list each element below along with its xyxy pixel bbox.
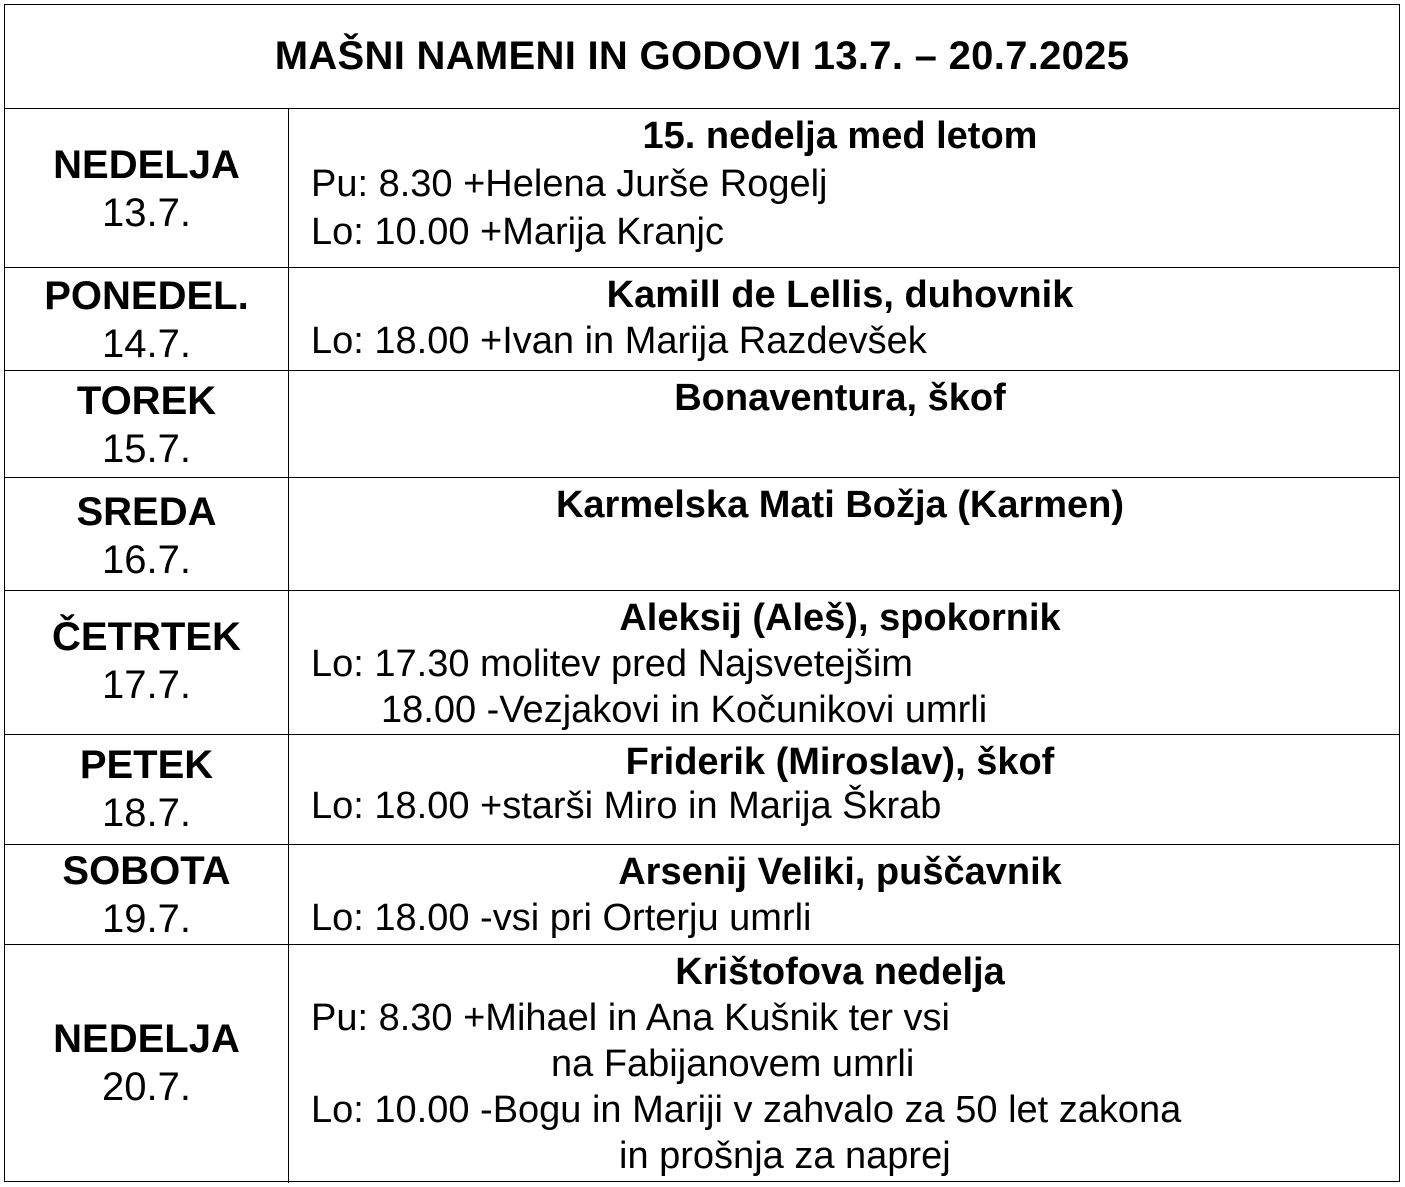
schedule-table — [4, 4, 1400, 1182]
mass-intention: Lo: 18.00 -vsi pri Orterju umrli — [311, 897, 812, 939]
feast-name: 15. nedelja med letom — [642, 115, 1038, 157]
content-cell — [289, 109, 1399, 267]
day-date: 16.7. — [102, 538, 191, 582]
day-cell — [5, 945, 289, 1183]
page-title: MAŠNI NAMENI IN GODOVI 13.7. – 20.7.2025 — [274, 34, 1130, 78]
day-cell — [5, 845, 289, 944]
feast-name: Karmelska Mati Božja (Karmen) — [555, 484, 1125, 526]
day-row-sunday-20 — [5, 945, 1399, 1183]
day-cell — [5, 268, 289, 370]
day-cell — [5, 371, 289, 477]
day-cell — [5, 109, 289, 267]
day-date: 20.7. — [102, 1065, 191, 1109]
day-row-monday — [5, 268, 1399, 371]
content-cell — [289, 735, 1399, 844]
mass-intention: Lo: 18.00 +starši Miro in Marija Škrab — [311, 785, 942, 827]
day-date: 13.7. — [102, 191, 191, 235]
day-date: 14.7. — [102, 322, 191, 366]
day-date: 19.7. — [102, 897, 191, 941]
feast-name: Kamill de Lellis, duhovnik — [606, 274, 1074, 316]
day-name: SREDA — [76, 490, 217, 534]
mass-intention: 18.00 -Vezjakovi in Kočunikovi umrli — [381, 689, 988, 731]
day-row-saturday — [5, 845, 1399, 945]
feast-name: Arsenij Veliki, puščavnik — [618, 851, 1062, 893]
day-row-tuesday — [5, 371, 1399, 478]
mass-intention: in prošnja za naprej — [619, 1135, 951, 1177]
day-name: NEDELJA — [53, 143, 240, 187]
mass-intention: Lo: 10.00 +Marija Kranjc — [311, 211, 724, 253]
content-cell — [289, 845, 1399, 944]
day-date: 15.7. — [102, 427, 191, 471]
day-cell — [5, 478, 289, 590]
feast-name: Aleksij (Aleš), spokornik — [619, 597, 1061, 639]
mass-intention: na Fabijanovem umrli — [551, 1043, 915, 1085]
day-name: NEDELJA — [53, 1017, 240, 1061]
mass-intention: Lo: 17.30 molitev pred Najsvetejšim — [311, 643, 913, 685]
title-row — [5, 5, 1399, 109]
day-row-friday — [5, 735, 1399, 845]
mass-intention: Pu: 8.30 +Mihael in Ana Kušnik ter vsi — [311, 997, 950, 1039]
day-cell — [5, 591, 289, 734]
feast-name: Krištofova nedelja — [675, 951, 1005, 993]
feast-name: Friderik (Miroslav), škof — [625, 741, 1055, 783]
day-name: ČETRTEK — [52, 615, 241, 659]
day-cell — [5, 735, 289, 844]
day-date: 18.7. — [102, 791, 191, 835]
day-name: PETEK — [79, 743, 214, 787]
day-row-thursday — [5, 591, 1399, 735]
mass-intention: Lo: 18.00 +Ivan in Marija Razdevšek — [311, 320, 927, 362]
day-row-sunday-13 — [5, 109, 1399, 268]
content-cell — [289, 591, 1399, 734]
day-date: 17.7. — [102, 663, 191, 707]
feast-name: Bonaventura, škof — [674, 377, 1006, 419]
day-name: TOREK — [76, 379, 217, 423]
day-name: SOBOTA — [62, 849, 231, 893]
mass-intention: Lo: 10.00 -Bogu in Mariji v zahvalo za 50 let zakona — [311, 1089, 1182, 1131]
content-cell — [289, 945, 1399, 1183]
mass-intention: Pu: 8.30 +Helena Jurše Rogelj — [311, 163, 828, 205]
content-cell — [289, 478, 1399, 590]
day-row-wednesday — [5, 478, 1399, 591]
content-cell — [289, 371, 1399, 477]
day-name: PONEDEL. — [44, 274, 249, 318]
content-cell — [289, 268, 1399, 370]
